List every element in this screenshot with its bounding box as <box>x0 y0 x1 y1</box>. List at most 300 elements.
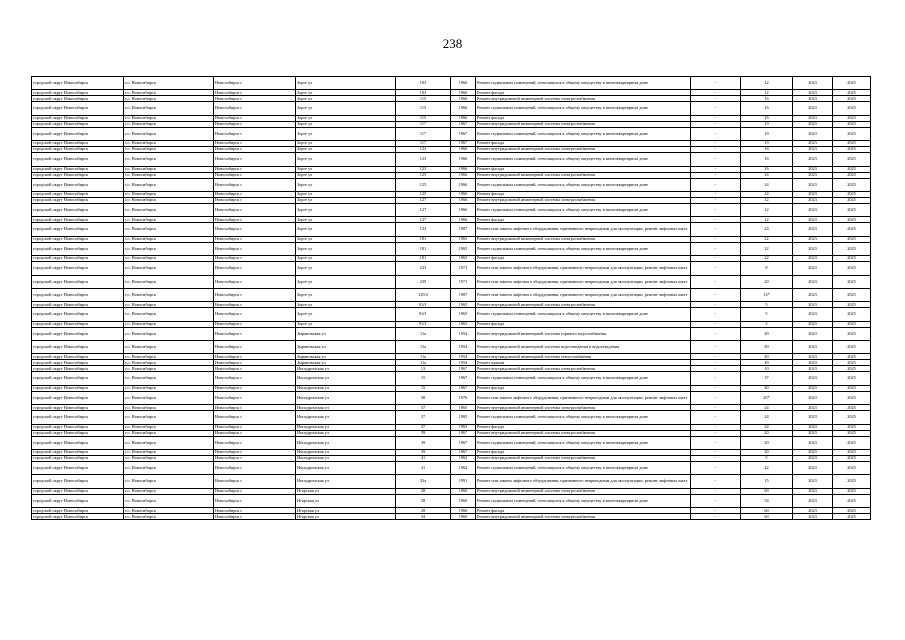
cell-dash: - <box>691 102 741 115</box>
cell-street: Зорге ул <box>296 242 396 255</box>
table-row <box>32 411 871 424</box>
cell-to: 2025 <box>833 96 871 102</box>
cell-street: Зыряновская ул <box>296 354 396 360</box>
cell-to: 2025 <box>833 405 871 411</box>
cell-district: городской округ Новосибирск <box>32 223 124 236</box>
cell-locality: г.о. Новосибирск <box>124 475 214 488</box>
cell-dash: - <box>691 462 741 475</box>
cell-from: 2023 <box>793 508 833 514</box>
cell-dash: - <box>691 191 741 197</box>
cell-district: городской округ Новосибирск <box>32 166 124 172</box>
cell-work: Ремонт фасада <box>476 141 691 147</box>
cell-work: Ремонт подвальных помещений, относящихся к общему имуществу в многоквартирном доме <box>476 436 691 449</box>
cell-work: Ремонт фасада <box>476 321 691 327</box>
cell-work: Ремонт внутридомовой инженерной системы электроснабжения <box>476 302 691 308</box>
cell-house: 181 <box>396 236 451 242</box>
cell-area: 49 <box>741 341 793 354</box>
cell-year: 1966 <box>451 191 476 197</box>
cell-from: 2023 <box>793 153 833 166</box>
cell-work: Ремонт фасада <box>476 115 691 121</box>
cell-locality: г.о. Новосибирск <box>124 341 214 354</box>
cell-work: Ремонт подвальных помещений, относящихся к общему имуществу в многоквартирном доме <box>476 153 691 166</box>
table-row <box>32 436 871 449</box>
cell-year: 1965 <box>451 321 476 327</box>
cell-district: городской округ Новосибирск <box>32 508 124 514</box>
cell-locality: г.о. Новосибирск <box>124 450 214 456</box>
cell-street: Зорге ул <box>296 127 396 140</box>
table-row <box>32 127 871 140</box>
cell-area: 40 <box>741 385 793 391</box>
table-row <box>32 308 871 321</box>
cell-house: 11а <box>396 341 451 354</box>
cell-street: Ипподромская ул <box>296 391 396 404</box>
cell-work: Ремонт внутридомовой инженерной системы электроснабжения <box>476 514 691 520</box>
cell-locality: г.о. Новосибирск <box>124 178 214 191</box>
cell-street: Зорге ул <box>296 236 396 242</box>
cell-work: Ремонт внутридомовой инженерной системы электроснабжения <box>476 172 691 178</box>
cell-house: 117 <box>396 141 451 147</box>
cell-dash: - <box>691 327 741 340</box>
cell-locality_short: Новосибирск г <box>214 360 296 366</box>
cell-locality: г.о. Новосибирск <box>124 90 214 96</box>
cell-to: 2025 <box>833 360 871 366</box>
cell-street: Игарская ул <box>296 494 396 507</box>
cell-locality_short: Новосибирск г <box>214 405 296 411</box>
cell-year: 1966 <box>451 77 476 90</box>
cell-locality_short: Новосибирск г <box>214 288 296 301</box>
cell-house: 127 <box>396 203 451 216</box>
cell-street: Ипподромская ул <box>296 424 396 430</box>
cell-to: 2025 <box>833 494 871 507</box>
cell-area: 49 <box>741 354 793 360</box>
repair-schedule-table <box>31 76 871 520</box>
cell-year: 1965 <box>451 236 476 242</box>
cell-year: 1962 <box>451 456 476 462</box>
cell-area: 12 <box>741 90 793 96</box>
cell-to: 2025 <box>833 223 871 236</box>
cell-work: Ремонт фасада <box>476 90 691 96</box>
cell-district: городской округ Новосибирск <box>32 275 124 288</box>
cell-locality: г.о. Новосибирск <box>124 508 214 514</box>
table-row <box>32 275 871 288</box>
cell-work: Ремонт фасада <box>476 191 691 197</box>
cell-year: 1967 <box>451 430 476 436</box>
cell-house: 28 <box>396 488 451 494</box>
cell-dash: - <box>691 430 741 436</box>
cell-to: 2025 <box>833 462 871 475</box>
cell-area: 20 <box>741 436 793 449</box>
cell-year: 1965 <box>451 405 476 411</box>
cell-locality: г.о. Новосибирск <box>124 256 214 262</box>
cell-locality_short: Новосибирск г <box>214 141 296 147</box>
cell-locality: г.о. Новосибирск <box>124 488 214 494</box>
cell-house: 33а <box>396 475 451 488</box>
cell-locality: г.о. Новосибирск <box>124 223 214 236</box>
cell-street: Игарская ул <box>296 488 396 494</box>
cell-area: 22 <box>741 236 793 242</box>
cell-dash: - <box>691 450 741 456</box>
cell-dash: - <box>691 96 741 102</box>
cell-locality: г.о. Новосибирск <box>124 372 214 385</box>
cell-district: городской округ Новосибирск <box>32 153 124 166</box>
cell-locality: г.о. Новосибирск <box>124 115 214 121</box>
cell-dash: - <box>691 223 741 236</box>
cell-to: 2025 <box>833 354 871 360</box>
cell-dash: - <box>691 411 741 424</box>
cell-district: городской округ Новосибирск <box>32 354 124 360</box>
cell-house: 13 <box>396 366 451 372</box>
cell-work: Ремонт фасада <box>476 385 691 391</box>
cell-locality: г.о. Новосибирск <box>124 327 214 340</box>
cell-house: 93/1 <box>396 302 451 308</box>
cell-locality: г.о. Новосибирск <box>124 405 214 411</box>
cell-year: 1954 <box>451 341 476 354</box>
cell-street: Зорге ул <box>296 203 396 216</box>
cell-area: 49 <box>741 360 793 366</box>
cell-street: Зыряновская ул <box>296 360 396 366</box>
cell-locality_short: Новосибирск г <box>214 262 296 275</box>
cell-year: 1966 <box>451 166 476 172</box>
cell-locality_short: Новосибирск г <box>214 191 296 197</box>
cell-dash: - <box>691 321 741 327</box>
cell-locality: г.о. Новосибирск <box>124 172 214 178</box>
cell-house: 37 <box>396 405 451 411</box>
cell-locality_short: Новосибирск г <box>214 450 296 456</box>
cell-work: Ремонт подвальных помещений, относящихся к общему имуществу в многоквартирном доме <box>476 178 691 191</box>
table-row <box>32 153 871 166</box>
cell-dash: - <box>691 302 741 308</box>
cell-locality_short: Новосибирск г <box>214 341 296 354</box>
cell-house: 34 <box>396 514 451 520</box>
cell-dash: - <box>691 288 741 301</box>
cell-locality_short: Новосибирск г <box>214 223 296 236</box>
cell-from: 2023 <box>793 102 833 115</box>
cell-dash: - <box>691 475 741 488</box>
cell-area: 10 <box>741 366 793 372</box>
cell-area: 16 <box>741 115 793 121</box>
cell-year: 1954 <box>451 360 476 366</box>
cell-district: городской округ Новосибирск <box>32 121 124 127</box>
cell-street: Зыряновская ул <box>296 341 396 354</box>
cell-to: 2025 <box>833 475 871 488</box>
cell-house: 115 <box>396 115 451 121</box>
table-row <box>32 391 871 404</box>
cell-work: Ремонт или замена лифтового оборудования, признанного непригодным для эксплуатации, ремонт лифтовых шахт <box>476 223 691 236</box>
cell-locality_short: Новосибирск г <box>214 203 296 216</box>
cell-dash: - <box>691 197 741 203</box>
cell-work: Ремонт фасада <box>476 508 691 514</box>
cell-district: городской округ Новосибирск <box>32 203 124 216</box>
cell-year: 1967 <box>451 121 476 127</box>
cell-to: 2025 <box>833 121 871 127</box>
cell-work: Ремонт фасада <box>476 256 691 262</box>
cell-street: Зорге ул <box>296 302 396 308</box>
cell-district: городской округ Новосибирск <box>32 321 124 327</box>
cell-area: 19 <box>741 127 793 140</box>
cell-house: 133 <box>396 223 451 236</box>
cell-to: 2025 <box>833 217 871 223</box>
cell-year: 1987 <box>451 223 476 236</box>
cell-district: городской округ Новосибирск <box>32 256 124 262</box>
cell-to: 2025 <box>833 288 871 301</box>
cell-work: Ремонт внутридомовой инженерной системы электроснабжения <box>476 430 691 436</box>
cell-street: Зыряновская ул <box>296 327 396 340</box>
cell-work: Ремонт подвальных помещений, относящихся к общему имуществу в многоквартирном доме <box>476 494 691 507</box>
cell-to: 2025 <box>833 456 871 462</box>
cell-area: 15 <box>741 475 793 488</box>
cell-dash: - <box>691 90 741 96</box>
cell-street: Ипподромская ул <box>296 450 396 456</box>
cell-street: Зорге ул <box>296 197 396 203</box>
cell-work: Ремонт внутридомовой инженерной системы электроснабжения <box>476 121 691 127</box>
cell-area: 12 <box>741 197 793 203</box>
cell-to: 2025 <box>833 430 871 436</box>
cell-to: 2025 <box>833 366 871 372</box>
cell-year: 1954 <box>451 327 476 340</box>
cell-area: 42 <box>741 462 793 475</box>
cell-locality_short: Новосибирск г <box>214 153 296 166</box>
cell-area: 22 <box>741 256 793 262</box>
cell-house: 117 <box>396 121 451 127</box>
cell-locality_short: Новосибирск г <box>214 90 296 96</box>
cell-district: городской округ Новосибирск <box>32 494 124 507</box>
cell-area: 5 <box>741 456 793 462</box>
cell-area: 20 <box>741 430 793 436</box>
cell-house: 93/1 <box>396 308 451 321</box>
cell-to: 2025 <box>833 127 871 140</box>
cell-street: Ипподромская ул <box>296 411 396 424</box>
cell-to: 2025 <box>833 308 871 321</box>
cell-locality_short: Новосибирск г <box>214 366 296 372</box>
cell-work: Ремонт внутридомовой инженерной системы электроснабжения <box>476 405 691 411</box>
cell-from: 2023 <box>793 321 833 327</box>
cell-house: 38 <box>396 391 451 404</box>
cell-area: 5 <box>741 321 793 327</box>
cell-district: городской округ Новосибирск <box>32 391 124 404</box>
cell-house: 41 <box>396 462 451 475</box>
cell-from: 2023 <box>793 341 833 354</box>
cell-district: городской округ Новосибирск <box>32 462 124 475</box>
cell-district: городской округ Новосибирск <box>32 127 124 140</box>
cell-year: 1967 <box>451 372 476 385</box>
cell-locality: г.о. Новосибирск <box>124 354 214 360</box>
cell-locality_short: Новосибирск г <box>214 236 296 242</box>
cell-locality_short: Новосибирск г <box>214 321 296 327</box>
cell-to: 2025 <box>833 514 871 520</box>
table-row <box>32 223 871 236</box>
cell-area: 20* <box>741 391 793 404</box>
cell-year: 1966 <box>451 197 476 203</box>
cell-work: Ремонт или замена лифтового оборудования, признанного непригодным для эксплуатации, ремонт лифтовых шахт <box>476 475 691 488</box>
cell-area: 5 <box>741 302 793 308</box>
cell-district: городской округ Новосибирск <box>32 514 124 520</box>
cell-street: Зорге ул <box>296 77 396 90</box>
cell-to: 2025 <box>833 141 871 147</box>
cell-locality: г.о. Новосибирск <box>124 197 214 203</box>
cell-locality_short: Новосибирск г <box>214 302 296 308</box>
cell-street: Ипподромская ул <box>296 385 396 391</box>
cell-district: городской округ Новосибирск <box>32 450 124 456</box>
cell-street: Зорге ул <box>296 178 396 191</box>
cell-district: городской округ Новосибирск <box>32 191 124 197</box>
cell-from: 2023 <box>793 191 833 197</box>
cell-street: Зорге ул <box>296 223 396 236</box>
cell-locality_short: Новосибирск г <box>214 242 296 255</box>
cell-dash: - <box>691 341 741 354</box>
cell-locality_short: Новосибирск г <box>214 308 296 321</box>
cell-area: 24 <box>741 411 793 424</box>
cell-dash: - <box>691 256 741 262</box>
cell-work: Ремонт или замена лифтового оборудования, признанного непригодным для эксплуатации, ремонт лифтовых шахт <box>476 262 691 275</box>
cell-locality: г.о. Новосибирск <box>124 456 214 462</box>
cell-to: 2025 <box>833 385 871 391</box>
cell-work: Ремонт внутридомовой инженерной системы теплоснабжения <box>476 354 691 360</box>
cell-from: 2023 <box>793 141 833 147</box>
cell-locality: г.о. Новосибирск <box>124 96 214 102</box>
cell-dash: - <box>691 236 741 242</box>
cell-work: Ремонт внутридомовой инженерной системы электроснабжения <box>476 147 691 153</box>
table-row <box>32 327 871 340</box>
cell-from: 2023 <box>793 360 833 366</box>
cell-dash: - <box>691 405 741 411</box>
cell-area: 19 <box>741 141 793 147</box>
cell-dash: - <box>691 360 741 366</box>
cell-district: городской округ Новосибирск <box>32 436 124 449</box>
cell-locality: г.о. Новосибирск <box>124 514 214 520</box>
cell-area: 54 <box>741 494 793 507</box>
cell-from: 2023 <box>793 475 833 488</box>
cell-dash: - <box>691 424 741 430</box>
cell-street: Зорге ул <box>296 147 396 153</box>
cell-locality_short: Новосибирск г <box>214 385 296 391</box>
cell-locality_short: Новосибирск г <box>214 475 296 488</box>
cell-street: Зорге ул <box>296 256 396 262</box>
cell-from: 2023 <box>793 121 833 127</box>
cell-district: городской округ Новосибирск <box>32 302 124 308</box>
cell-dash: - <box>691 262 741 275</box>
cell-house: 41 <box>396 456 451 462</box>
cell-house: 129/2 <box>396 288 451 301</box>
cell-dash: - <box>691 354 741 360</box>
cell-dash: - <box>691 308 741 321</box>
cell-locality: г.о. Новосибирск <box>124 217 214 223</box>
cell-dash: - <box>691 391 741 404</box>
cell-from: 2023 <box>793 366 833 372</box>
cell-house: 39 <box>396 430 451 436</box>
cell-dash: - <box>691 372 741 385</box>
cell-area: 5 <box>741 308 793 321</box>
cell-dash: - <box>691 217 741 223</box>
cell-house: 11а <box>396 360 451 366</box>
cell-area: 60 <box>741 514 793 520</box>
cell-house: 181 <box>396 256 451 262</box>
cell-locality_short: Новосибирск г <box>214 508 296 514</box>
cell-from: 2023 <box>793 288 833 301</box>
cell-area: 24 <box>741 172 793 178</box>
cell-to: 2025 <box>833 115 871 121</box>
cell-year: 1962 <box>451 462 476 475</box>
cell-area: 22 <box>741 242 793 255</box>
cell-district: городской округ Новосибирск <box>32 197 124 203</box>
cell-locality_short: Новосибирск г <box>214 494 296 507</box>
cell-work: Ремонт фасада <box>476 166 691 172</box>
cell-from: 2023 <box>793 217 833 223</box>
cell-work: Ремонт внутридомовой инженерной системы электроснабжения <box>476 488 691 494</box>
cell-locality: г.о. Новосибирск <box>124 288 214 301</box>
cell-area: 16 <box>741 102 793 115</box>
cell-to: 2025 <box>833 172 871 178</box>
cell-house: 28 <box>396 494 451 507</box>
cell-work: Ремонт крыши <box>476 360 691 366</box>
cell-area: 49 <box>741 327 793 340</box>
cell-locality_short: Новосибирск г <box>214 391 296 404</box>
cell-locality: г.о. Новосибирск <box>124 321 214 327</box>
cell-district: городской округ Новосибирск <box>32 456 124 462</box>
cell-to: 2025 <box>833 256 871 262</box>
cell-district: городской округ Новосибирск <box>32 115 124 121</box>
cell-street: Зорге ул <box>296 275 396 288</box>
cell-to: 2025 <box>833 302 871 308</box>
cell-locality_short: Новосибирск г <box>214 327 296 340</box>
cell-street: Ипподромская ул <box>296 430 396 436</box>
cell-work: Ремонт внутридомовой инженерной системы электроснабжения <box>476 236 691 242</box>
cell-street: Зорге ул <box>296 288 396 301</box>
table-row <box>32 494 871 507</box>
cell-locality_short: Новосибирск г <box>214 77 296 90</box>
cell-dash: - <box>691 172 741 178</box>
cell-district: городской округ Новосибирск <box>32 308 124 321</box>
table-body <box>32 77 871 520</box>
cell-year: 1965 <box>451 242 476 255</box>
cell-to: 2025 <box>833 147 871 153</box>
cell-locality: г.о. Новосибирск <box>124 462 214 475</box>
cell-locality_short: Новосибирск г <box>214 147 296 153</box>
cell-locality: г.о. Новосибирск <box>124 366 214 372</box>
cell-dash: - <box>691 508 741 514</box>
table-row <box>32 262 871 275</box>
cell-area: 16 <box>741 166 793 172</box>
cell-year: 1967 <box>451 141 476 147</box>
cell-locality_short: Новосибирск г <box>214 197 296 203</box>
cell-year: 1954 <box>451 354 476 360</box>
cell-work: Ремонт подвальных помещений, относящихся к общему имуществу в многоквартирном доме <box>476 127 691 140</box>
cell-year: 1960 <box>451 508 476 514</box>
cell-to: 2025 <box>833 102 871 115</box>
cell-dash: - <box>691 147 741 153</box>
cell-from: 2023 <box>793 411 833 424</box>
cell-from: 2023 <box>793 302 833 308</box>
cell-area: 24 <box>741 178 793 191</box>
cell-area: 12 <box>741 217 793 223</box>
cell-to: 2025 <box>833 262 871 275</box>
cell-from: 2023 <box>793 430 833 436</box>
cell-district: городской округ Новосибирск <box>32 372 124 385</box>
cell-street: Зорге ул <box>296 90 396 96</box>
cell-locality: г.о. Новосибирск <box>124 141 214 147</box>
cell-from: 2023 <box>793 424 833 430</box>
table-row <box>32 203 871 216</box>
cell-locality_short: Новосибирск г <box>214 275 296 288</box>
cell-from: 2023 <box>793 172 833 178</box>
cell-district: городской округ Новосибирск <box>32 488 124 494</box>
cell-locality: г.о. Новосибирск <box>124 166 214 172</box>
cell-district: городской округ Новосибирск <box>32 424 124 430</box>
cell-area: 24 <box>741 191 793 197</box>
cell-street: Ипподромская ул <box>296 456 396 462</box>
cell-locality: г.о. Новосибирск <box>124 203 214 216</box>
cell-work: Ремонт внутридомовой инженерной системы электроснабжения <box>476 197 691 203</box>
cell-year: 1960 <box>451 514 476 520</box>
